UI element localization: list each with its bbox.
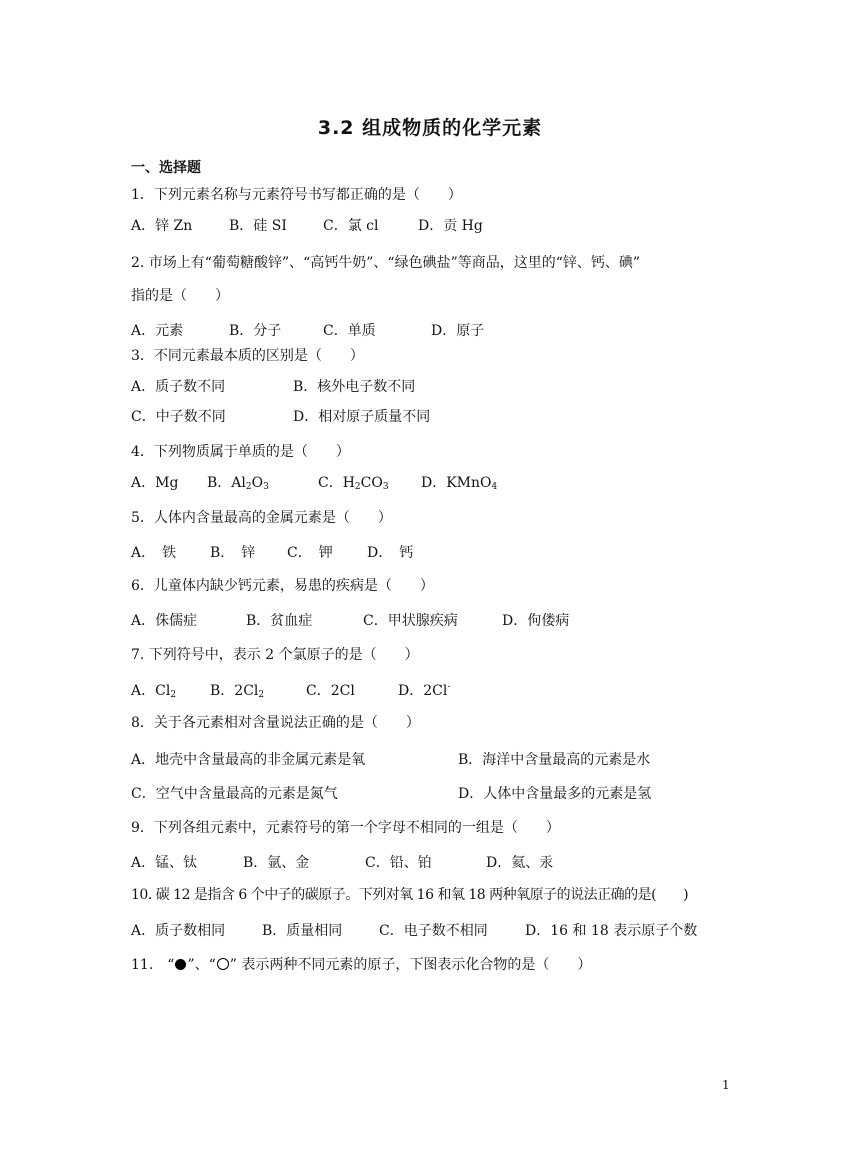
q3-option-a[interactable]: A．质子数不同 [131,379,226,395]
q5-option-d[interactable]: D． 钙 [367,545,414,561]
q9-option-b[interactable]: B．氩、金 [243,855,310,871]
q7-option-c[interactable]: C．2Cl [306,683,355,699]
q5-option-a[interactable]: A． 铁 [131,545,177,561]
black-atom-icon [175,959,186,970]
q7-option-a[interactable]: A．$Cl_2$ [131,683,177,700]
q7-option-b[interactable]: B．$2Cl_2$ [210,683,265,700]
page-title: 3.2 组成物质的化学元素 [317,117,543,139]
question-7-stem: 7. 下列符号中，表示 2 个氯原子的是（ ） [131,647,419,663]
q3-option-d[interactable]: D．相对原子质量不同 [293,409,431,425]
q10-option-c[interactable]: C．电子数不相同 [379,923,488,939]
q3-option-b[interactable]: B．核外电子数不同 [293,379,416,395]
q1-option-b[interactable]: B．硅 SI [229,218,287,234]
q6-option-c[interactable]: C．甲状腺疾病 [363,613,458,629]
q9-option-d[interactable]: D．氦、汞 [486,855,554,871]
section-heading: 一、选择题 [131,160,201,176]
page-number: 1 [722,1078,730,1092]
question-11-stem: 11. “ ”、“ ” 表示两种不同元素的原子，下图表示化合物的是（ ） [131,957,592,973]
question-1-stem: 1．下列元素名称与元素符号书写都正确的是（ ） [131,187,462,203]
q4-option-d[interactable]: D．KMnO$_4$ [421,475,498,492]
q5-option-c[interactable]: C． 钾 [287,545,333,561]
q10-option-a[interactable]: A．质子数相同 [131,923,226,939]
q8-option-b[interactable]: B．海洋中含量最高的元素是水 [458,752,651,768]
question-9-stem: 9．下列各组元素中，元素符号的第一个字母不相同的一组是（ ） [131,820,560,836]
question-5-stem: 5．人体内含量最高的金属元素是（ ） [131,510,392,526]
q8-option-c[interactable]: C．空气中含量最高的元素是氮气 [131,786,338,802]
q9-option-c[interactable]: C．铅、铂 [365,855,432,871]
q1-option-d[interactable]: D．贡 Hg [418,218,483,234]
q2-option-d[interactable]: D．原子 [431,323,485,339]
q8-option-d[interactable]: D．人体中含量最多的元素是氢 [458,786,652,802]
question-2-stem-cont: 指的是（ ） [131,288,229,304]
q1-option-a[interactable]: A．锌 Zn [131,218,193,234]
question-10-stem: 10. 碳 12 是指含 6 个中子的碳原子。下列对氧 16 和氧 18 两种氧原子的说法正确的是( ) [131,887,689,903]
q9-option-a[interactable]: A．锰、钛 [131,855,198,871]
q5-option-b[interactable]: B． 锌 [210,545,256,561]
question-2-stem: 2. 市场上有“葡萄糖酸锌”、“高钙牛奶”、“绿色碘盐”等商品，这里的“锌、钙、碘” [131,255,641,271]
q7-option-d[interactable]: D．2Cl- [398,682,451,699]
q4-option-a[interactable]: A．Mg [131,475,179,491]
q8-option-a[interactable]: A．地壳中含量最高的非金属元素是氧 [131,752,366,768]
q4-option-b[interactable]: B．$Al_2O_3$ [207,475,269,492]
q2-option-a[interactable]: A．元素 [131,323,184,339]
q2-option-c[interactable]: C．单质 [323,323,376,339]
q6-option-b[interactable]: B．贫血症 [246,613,313,629]
q6-option-a[interactable]: A．侏儒症 [131,613,198,629]
question-6-stem: 6．儿童体内缺少钙元素，易患的疾病是（ ） [131,578,434,594]
q3-option-c[interactable]: C．中子数不同 [131,409,226,425]
white-atom-icon [217,958,229,970]
question-4-stem: 4．下列物质属于单质的是（ ） [131,444,350,460]
question-8-stem: 8．关于各元素相对含量说法正确的是（ ） [131,715,420,731]
question-3-stem: 3．不同元素最本质的区别是（ ） [131,348,364,364]
q10-option-d[interactable]: D．16 和 18 表示原子个数 [525,923,698,939]
q6-option-d[interactable]: D．佝偻病 [502,613,570,629]
q4-option-c[interactable]: C．$H_2CO_3$ [318,475,389,492]
q1-option-c[interactable]: C．氯 cl [323,218,379,234]
q10-option-b[interactable]: B．质量相同 [262,923,343,939]
q2-option-b[interactable]: B．分子 [229,323,282,339]
